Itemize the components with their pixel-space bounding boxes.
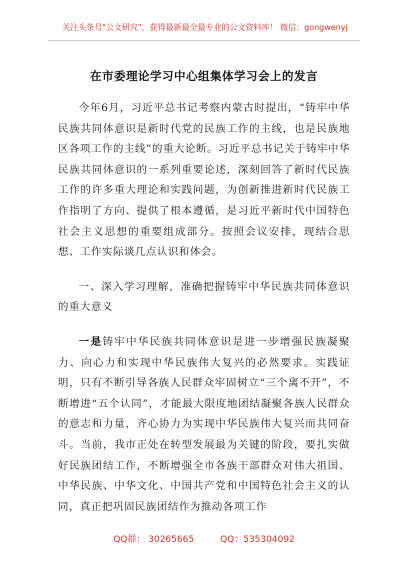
intro-paragraph: 今年6月，习近平总书记考察内蒙古时提出，“铸牢中华民族共同体意识是新时代党的民族工作的主线，也是民族地区各项工作的主线”的重大论断。习近平总书记关于铸牢中华民族共同体意识的一系列重要论述，深刻回答了新时代民族工作的许多重大理论和实践问题，为创新推进新时代民族工作指明了方向、提供了根本遵循，是习近平新时代中国特色社会主义思想的重要组成部分。按照会议安排，现结合思想、工作实际谈几点认识和体会。 — [58, 102, 350, 259]
point-text: 铸牢中华民族共同体意识是进一步增强民族凝聚力、向心力和实现中华民族伟大复兴的必然要求。实践证明，只有不断引导各族人民群众牢固树立“三个离不开”，不断增进“五个认同”，才能最大限度地团结凝聚各族人民群众的意志和力量，齐心协力为实现中华民族伟大复兴而共同奋斗。当前，我市正处在转型发展最为关键的阶段，要扎实做好民族团结工作，不断增强全市各族干部群众对伟大祖国、中华民族、中华文化、中国共产党和中国特色社会主义的认同，真正把巩固民族团结作为推动各项工作 — [58, 335, 350, 513]
header-divider — [48, 40, 360, 41]
document-body — [58, 98, 350, 517]
footer-qq: QQ：535304092 — [220, 535, 295, 545]
footer-contact — [40, 532, 368, 545]
document-title: 在市委理论学习中心组集体学习会上的发言 — [90, 69, 318, 83]
point-lead: 一是 — [78, 335, 103, 348]
footer-qq-group: QQ群： 30265665 — [113, 535, 195, 545]
section-heading-1: 一、深入学习理解，准确把握铸牢中华民族共同体意识的重大意义 — [58, 280, 350, 314]
header-watermark-note: 关注头条号"公文研究"，获得最新最全最专业的公文资料库！ 微信：gongwenyj — [62, 23, 348, 32]
point-paragraph-1 — [58, 332, 350, 517]
